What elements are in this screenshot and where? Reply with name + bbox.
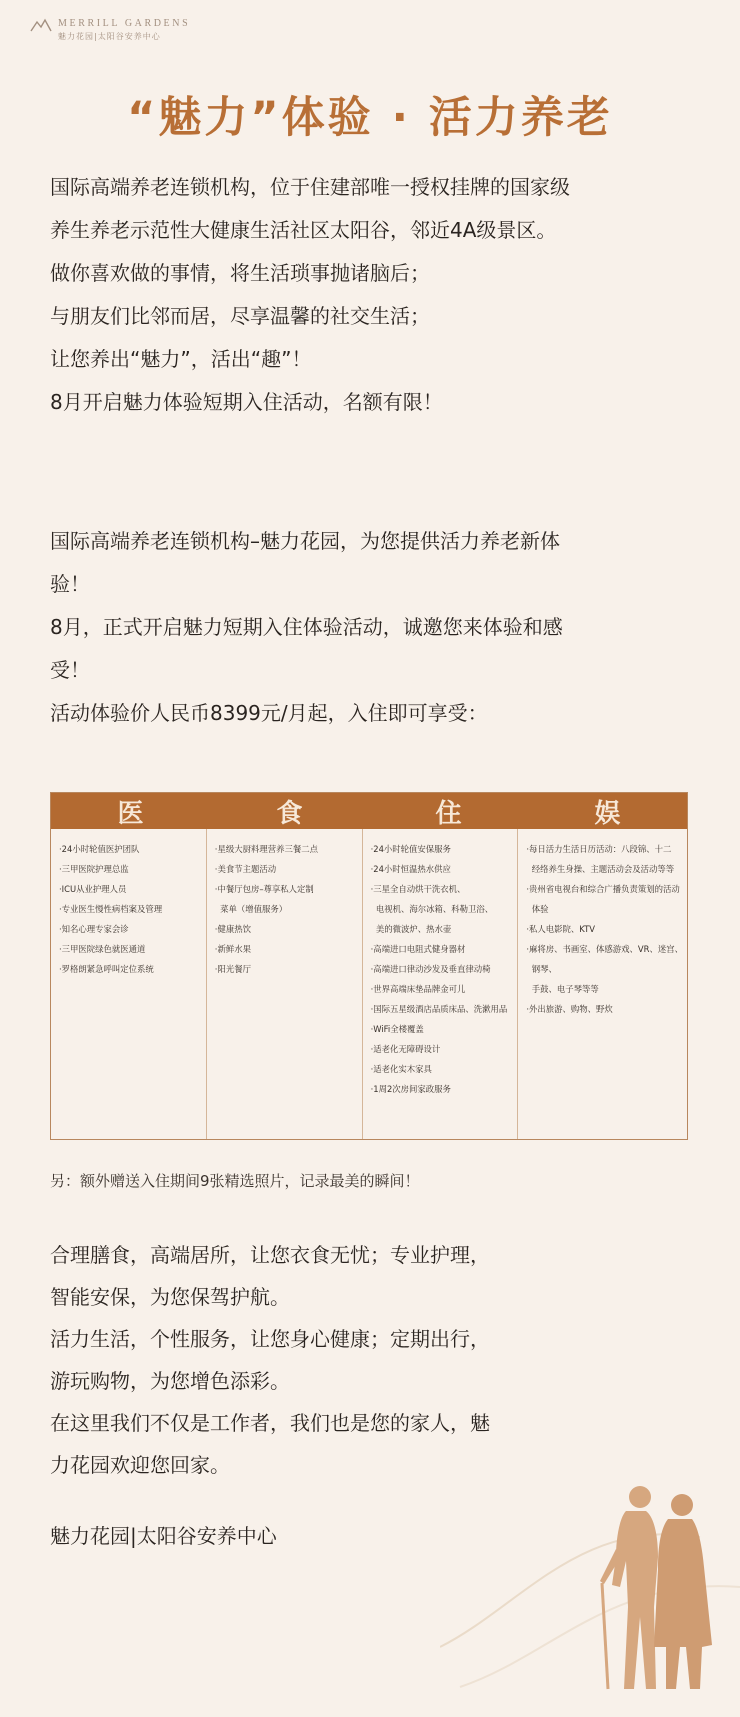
benefit-item-food: ·中餐厅包房–尊享私人定制 — [214, 884, 314, 894]
benefit-item-housing: ·24小时恒温热水供应 — [370, 864, 451, 874]
benefit-item-housing: ·国际五星级酒店品质床品、洗漱用品 — [370, 1004, 508, 1014]
benefit-item-food: ·健康热饮 — [214, 924, 251, 934]
header-medical: 医 — [117, 798, 144, 829]
column-entertainment — [518, 829, 687, 1139]
benefit-item-entertainment: ·外出旅游、购物、野炊 — [526, 1004, 613, 1014]
offer-line: 8月，正式开启魅力短期入住体验活动，诚邀您来体验和感 — [50, 615, 563, 639]
intro-line: 让您养出“魅力”，活出“趣”！ — [50, 347, 312, 371]
benefit-item-entertainment: ·贵州省电视台和综合广播负责策划的活动 — [526, 884, 680, 894]
benefit-item-food: 菜单（增值服务） — [214, 904, 288, 914]
benefit-item-food: ·星级大厨料理营养三餐二点 — [214, 844, 318, 854]
benefits-table — [50, 792, 688, 1140]
header-entertainment: 娱 — [594, 798, 621, 829]
benefit-item-housing: 美的微波炉、热水壶 — [370, 924, 452, 934]
benefit-item-entertainment: 体验 — [526, 904, 549, 914]
benefit-item-entertainment: 经络养生身操、主题活动会及活动等等 — [526, 864, 675, 874]
benefit-item-entertainment: ·每日活力生活日历活动：八段锦、十二 — [526, 844, 672, 854]
intro-line: 做你喜欢做的事情，将生活琐事抛诸脑后； — [50, 261, 430, 285]
offer-line: 验！ — [50, 572, 90, 596]
benefit-item-medical: ·ICU从业护理人员 — [59, 884, 127, 894]
intro-line: 国际高端养老连锁机构，位于住建部唯一授权挂牌的国家级 — [50, 175, 570, 199]
bonus-note: 另：额外赠送入住期间9张精选照片，记录最美的瞬间！ — [50, 1172, 420, 1190]
benefit-item-medical: ·三甲医院绿色就医通道 — [59, 944, 146, 954]
column-housing — [363, 829, 519, 1139]
page-title: “魅力”体验 · 活力养老 — [127, 93, 613, 143]
benefit-item-entertainment: ·私人电影院、KTV — [526, 924, 595, 934]
offer-line: 受！ — [50, 658, 90, 682]
column-food — [207, 829, 363, 1139]
closing-line: 智能安保，为您保驾护航。 — [50, 1285, 290, 1309]
benefit-item-food: ·阳光餐厅 — [214, 964, 251, 974]
benefit-item-food: ·美食节主题活动 — [214, 864, 277, 874]
benefit-item-entertainment: 钢琴、 — [526, 964, 557, 974]
signature: 魅力花园|太阳谷安养中心 — [50, 1524, 277, 1548]
closing-line: 活力生活，个性服务，让您身心健康；定期出行， — [50, 1327, 490, 1351]
closing-line: 游玩购物，为您增色添彩。 — [50, 1369, 290, 1393]
closing-line: 合理膳食，高端居所，让您衣食无忧；专业护理， — [50, 1243, 490, 1267]
benefit-item-housing: ·适老化无障碍设计 — [370, 1044, 441, 1054]
offer-line: 国际高端养老连锁机构–魅力花园，为您提供活力养老新体 — [50, 529, 560, 553]
benefits-body — [51, 829, 687, 1139]
benefit-item-housing: ·适老化实木家具 — [370, 1064, 432, 1074]
intro-line: 8月开启魅力体验短期入住活动，名额有限！ — [50, 390, 443, 414]
benefit-item-medical: ·三甲医院护理总监 — [59, 864, 129, 874]
benefit-item-medical: ·罗格朗紧急呼叫定位系统 — [59, 964, 154, 974]
logo-name-en: MERRILL GARDENS — [58, 18, 191, 29]
brand-logo — [30, 18, 190, 42]
benefit-item-housing: ·高端进口电阻式健身器材 — [370, 944, 466, 954]
benefit-item-housing: ·世界高端床垫品牌金可儿 — [370, 984, 466, 994]
benefit-item-housing: ·WiFi全楼覆盖 — [370, 1024, 424, 1034]
benefit-item-entertainment: 手鼓、电子琴等等 — [526, 984, 599, 994]
closing-line: 在这里我们不仅是工作者，我们也是您的家人，魅 — [50, 1411, 490, 1435]
intro-line: 养生养老示范性大健康生活社区太阳谷，邻近4A级景区。 — [50, 218, 557, 242]
benefit-item-medical: ·专业医生慢性病档案及管理 — [59, 904, 163, 914]
benefits-header — [51, 793, 687, 829]
closing-paragraph — [50, 1234, 700, 1486]
benefit-item-housing: ·三星全自动烘干洗衣机、 — [370, 884, 466, 894]
benefit-item-housing: ·高端进口律动沙发及垂直律动椅 — [370, 964, 491, 974]
benefit-item-food: ·新鲜水果 — [214, 944, 251, 954]
header-food: 食 — [276, 798, 303, 829]
elderly-couple-walking-illustration — [440, 1457, 740, 1717]
benefit-item-housing: ·1周2次房间家政服务 — [370, 1084, 451, 1094]
benefit-item-entertainment: ·麻将房、书画室、体感游戏、VR、迷宫、 — [526, 944, 683, 954]
closing-line: 力花园欢迎您回家。 — [50, 1453, 230, 1477]
logo-name-cn: 魅力花园|太阳谷安养中心 — [58, 32, 161, 41]
mountain-logo-icon — [30, 18, 52, 32]
column-medical — [51, 829, 207, 1139]
header-housing: 住 — [435, 798, 462, 829]
offer-line: 活动体验价人民币8399元/月起，入住即可享受： — [50, 701, 488, 725]
benefit-item-housing: 电视机、海尔冰箱、科勒卫浴、 — [370, 904, 494, 914]
benefit-item-medical: ·24小时轮值医护团队 — [59, 844, 140, 854]
offer-paragraph — [50, 520, 700, 735]
benefit-item-medical: ·知名心理专家会诊 — [59, 924, 129, 934]
intro-line: 与朋友们比邻而居，尽享温馨的社交生活； — [50, 304, 430, 328]
intro-paragraph — [50, 166, 700, 424]
benefit-item-housing: ·24小时轮值安保服务 — [370, 844, 451, 854]
